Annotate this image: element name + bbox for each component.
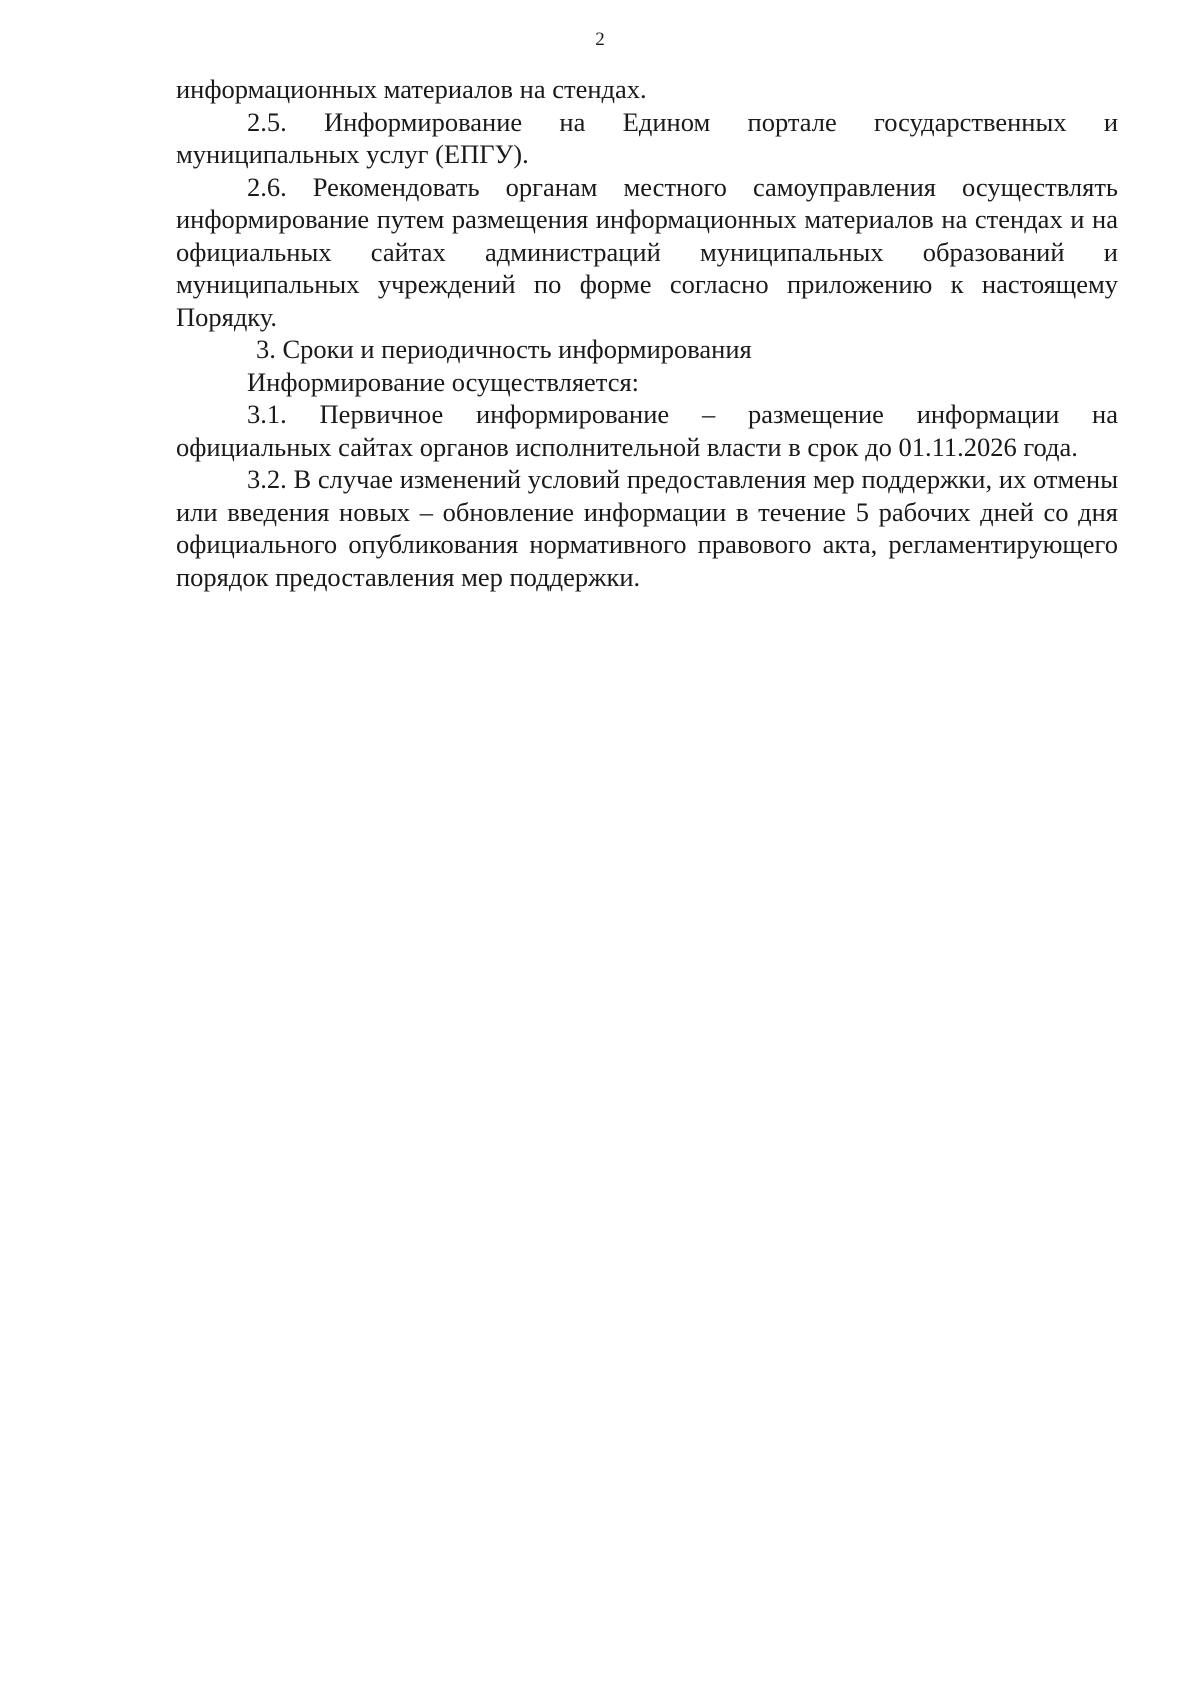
document-body <box>176 73 1118 593</box>
paragraph-3-2: 3.2. В случае изменений условий предоставления мер поддержки, их отмены или введения новых – обновление информации в течение 5 рабочих дней со дня официального опубликования нормативного правового акта, регламентирующего порядок предоставления мер поддержки. <box>176 464 1118 592</box>
paragraph-3-1: 3.1. Первичное информирование – размещение информации на официальных сайтах органов исполнительной власти в срок до 01.11.2026 года. <box>176 399 1118 462</box>
section-intro: Информирование осуществляется: <box>247 366 640 397</box>
paragraph-2-6: 2.6. Рекомендовать органам местного самоуправления осуществлять информирование путем размещения информационных материалов на стендах и на официальных сайтах администраций муниципальных образований и муниципальных учреждений по форме согласно приложению к настоящему Порядку. <box>176 171 1118 332</box>
paragraph-continuation: информационных материалов на стендах. <box>176 74 647 104</box>
page-number: 2 <box>595 29 605 50</box>
section-heading: 3. Сроки и периодичность информирования <box>256 334 752 364</box>
paragraph-2-5: 2.5. Информирование на Едином портале государственных и муниципальных услуг (ЕПГУ). <box>176 106 1118 169</box>
